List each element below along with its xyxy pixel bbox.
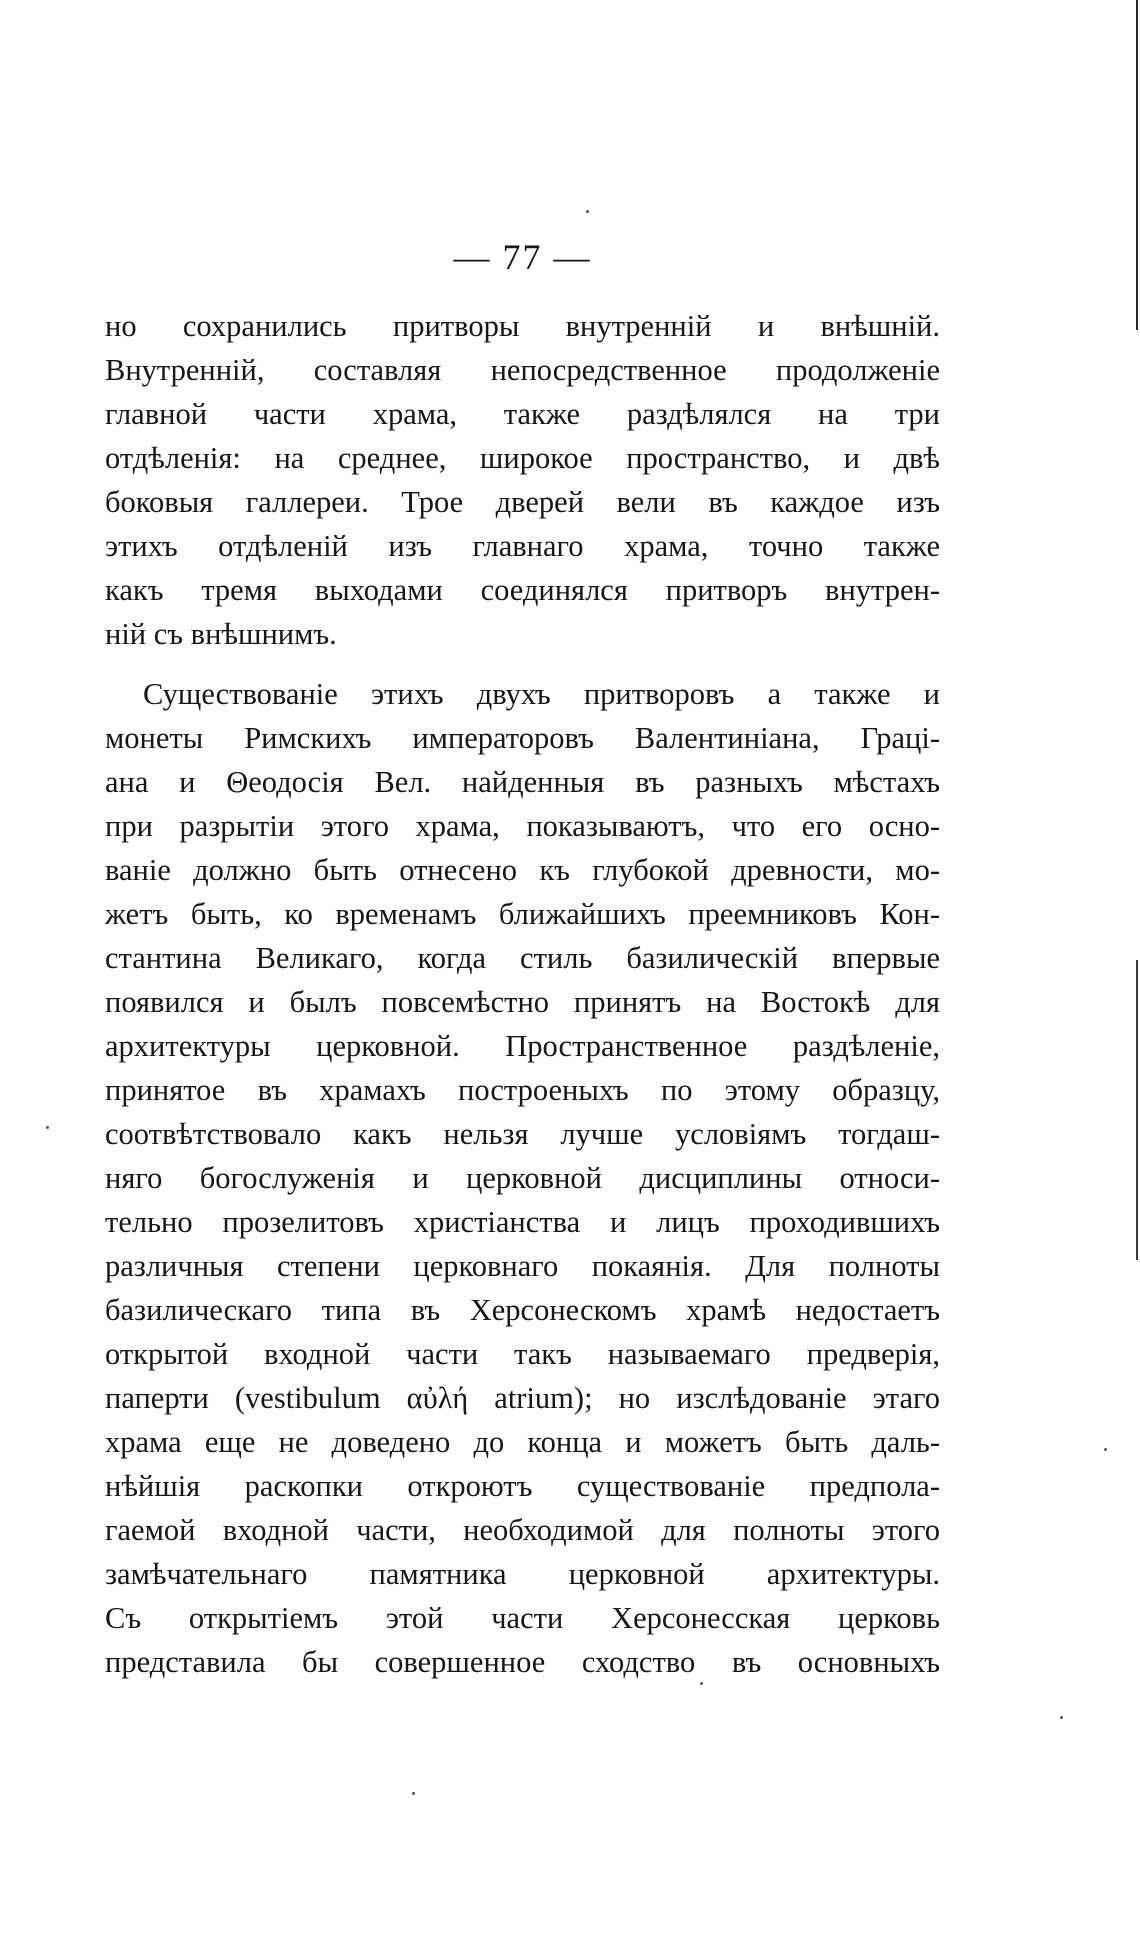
text-line: Съ открытіемъ этой части Херсонесская церковь [105, 1601, 940, 1635]
print-speck [586, 210, 589, 213]
page-edge-shadow [1136, 0, 1138, 330]
text-line: но сохранились притворы внутренній и внѣшній. [105, 309, 940, 343]
text-line: Существованіе этихъ двухъ притворовъ а также и [143, 677, 940, 711]
text-line: базилическаго типа въ Херсонескомъ храмѣ недостаетъ [105, 1293, 940, 1327]
text-line: стантина Великаго, когда стиль базилическій впервые [105, 941, 940, 975]
text-line: отдѣленія: на среднее, широкое пространство, и двѣ [105, 441, 940, 475]
text-line: этихъ отдѣленій изъ главнаго храма, точно также [105, 529, 940, 563]
text-line: главной части храма, также раздѣлялся на три [105, 397, 940, 431]
text-line: жетъ быть, ко временамъ ближайшихъ преемниковъ Кон- [105, 897, 940, 931]
text-line: представила бы совершенное сходство въ основныхъ [105, 1645, 940, 1679]
text-line: монеты Римскихъ императоровъ Валентиніана, Граці- [105, 721, 940, 755]
text-line: нѣйшія раскопки откроютъ существованіе предпола- [105, 1469, 940, 1503]
text-line: тельно прозелитовъ христіанства и лицъ проходившихъ [105, 1205, 940, 1239]
text-line: замѣчательнаго памятника церковной архитектуры. [105, 1557, 940, 1591]
print-speck [1104, 1448, 1107, 1451]
print-speck [46, 1126, 49, 1129]
text-line: соотвѣтствовало какъ нельзя лучше условіямъ тогдаш- [105, 1117, 940, 1151]
text-line: Внутренній, составляя непосредственное продолженіе [105, 353, 940, 387]
text-line: различныя степени церковнаго покаянія. Для полноты [105, 1249, 940, 1283]
text-line: гаемой входной части, необходимой для полноты этого [105, 1513, 940, 1547]
page-edge-shadow-lower [1136, 960, 1138, 1260]
text-line: боковыя галлереи. Трое дверей вели въ каждое изъ [105, 485, 940, 519]
text-line: при разрытіи этого храма, показываютъ, что его осно- [105, 809, 940, 843]
text-line: архитектуры церковной. Пространственное раздѣленіе, [105, 1029, 940, 1063]
text-line: появился и былъ повсемѣстно принятъ на Востокѣ для [105, 985, 940, 1019]
paragraph-gap [105, 656, 940, 672]
text-line: какъ тремя выходами соединялся притворъ внутрен- [105, 573, 940, 607]
text-line: паперти (vestibulum αὐλή atrium); но изслѣдованіе этаго [105, 1381, 940, 1415]
text-line: ній съ внѣшнимъ. [105, 617, 337, 651]
text-line: ваніе должно быть отнесено къ глубокой древности, мо- [105, 853, 940, 887]
body-text [105, 304, 940, 1684]
print-speck [412, 1792, 415, 1795]
text-line: няго богослуженія и церковной дисциплины относи- [105, 1161, 940, 1195]
text-line: открытой входной части такъ называемаго предверія, [105, 1337, 940, 1371]
text-line: храма еще не доведено до конца и можетъ быть даль- [105, 1425, 940, 1459]
print-speck [700, 1682, 703, 1685]
print-speck [1060, 1716, 1063, 1719]
text-line: принятое въ храмахъ построеныхъ по этому образцу, [105, 1073, 940, 1107]
page-number: — 77 — [453, 237, 592, 277]
text-line: ана и Θеодосія Вел. найденныя въ разныхъ мѣстахъ [105, 765, 940, 799]
